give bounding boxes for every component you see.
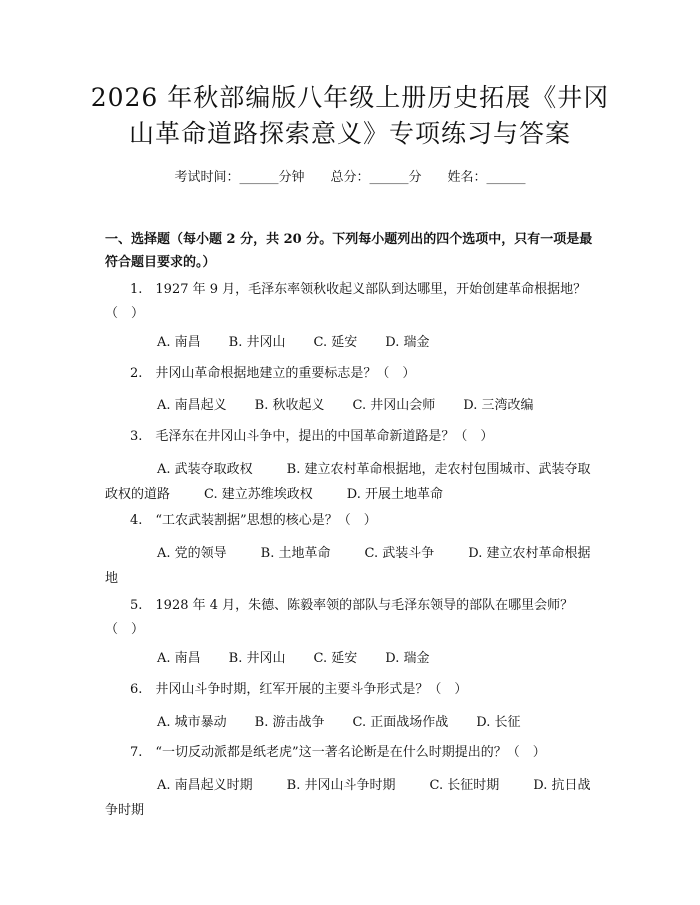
- page-title: [60, 80, 640, 152]
- question-7: 7. “一切反动派都是纸老虎”这一著名论断是在什么时期提出的？（ ）: [130, 745, 546, 760]
- exam-time: 考试时间：______分钟: [174, 170, 305, 185]
- question-1-options: [105, 330, 600, 355]
- exam-score: 总分：______分: [330, 170, 422, 185]
- q1-option-b: B. 井冈山: [228, 335, 286, 350]
- question-3: 3. 毛泽东在井冈山斗争中，提出的中国革命新道路是？（ ）: [130, 429, 494, 444]
- question-4-options: [105, 541, 600, 591]
- q5-option-a: A. 南昌: [157, 651, 201, 666]
- question-2: 2. 井冈山革命根据地建立的重要标志是？（ ）: [130, 366, 416, 381]
- q4-option-a: A. 党的领导: [157, 546, 227, 561]
- exam-meta: [0, 169, 700, 187]
- q5-option-c: C. 延安: [313, 651, 358, 666]
- q2-option-b: B. 秋收起义: [254, 398, 325, 413]
- q6-option-c: C. 正面战场作战: [352, 715, 449, 730]
- q2-option-d: D. 三湾改编: [463, 398, 534, 413]
- q1-option-c: C. 延安: [313, 335, 358, 350]
- q6-option-d: D. 长征: [476, 715, 521, 730]
- exam-name: 姓名：______: [447, 170, 526, 185]
- q2-option-a: A. 南昌起义: [157, 398, 227, 413]
- q3-option-a: A. 武装夺取政权: [157, 462, 253, 477]
- title-line-2: 山革命道路探索意义》专项练习与答案: [128, 119, 571, 148]
- q4-option-d: D. 建立农村革命根据地: [105, 546, 591, 586]
- q5-option-d: D. 瑞金: [385, 651, 430, 666]
- question-4: 4. “工农武装割据”思想的核心是？（ ）: [130, 513, 377, 528]
- question-6: 6. 井冈山斗争时期，红军开展的主要斗争形式是？（ ）: [130, 682, 468, 697]
- question-1: 1. 1927 年 9 月，毛泽东率领秋收起义部队到达哪里，开始创建革命根据地？（ ）: [105, 282, 587, 321]
- question-5: 5. 1928 年 4 月，朱德、陈毅率领的部队与毛泽东领导的部队在哪里会师？（ ）: [105, 598, 574, 637]
- q2-option-c: C. 井冈山会师: [352, 398, 436, 413]
- q4-option-c: C. 武装斗争: [364, 546, 435, 561]
- q7-option-d: D. 抗日战争时期: [105, 778, 591, 818]
- question-6-options: [105, 710, 600, 735]
- q6-option-a: A. 城市暴动: [157, 715, 227, 730]
- q4-option-b: B. 土地革命: [260, 546, 331, 561]
- question-7-options: [105, 773, 600, 823]
- question-3-options: [105, 457, 600, 507]
- question-2-options: [105, 393, 600, 418]
- q7-option-a: A. 南昌起义时期: [157, 778, 253, 793]
- q3-option-b: B. 建立农村革命根据地，走农村包围城市、武装夺取政权的道路: [105, 462, 591, 502]
- q3-option-d: D. 开展土地革命: [346, 487, 443, 502]
- q7-option-b: B. 井冈山斗争时期: [286, 778, 396, 793]
- q6-option-b: B. 游击战争: [254, 715, 325, 730]
- q7-option-c: C. 长征时期: [429, 778, 500, 793]
- q1-option-a: A. 南昌: [157, 335, 201, 350]
- section-heading: 一、选择题（每小题 2 分，共 20 分。下列每小题列出的四个选项中，只有一项是最符合题目要求的。）: [105, 232, 593, 270]
- title-line-1: 2026 年秋部编版八年级上册历史拓展《井冈: [90, 83, 610, 112]
- question-5-options: [105, 646, 600, 671]
- q1-option-d: D. 瑞金: [385, 335, 430, 350]
- q3-option-c: C. 建立苏维埃政权: [204, 487, 313, 502]
- q5-option-b: B. 井冈山: [228, 651, 286, 666]
